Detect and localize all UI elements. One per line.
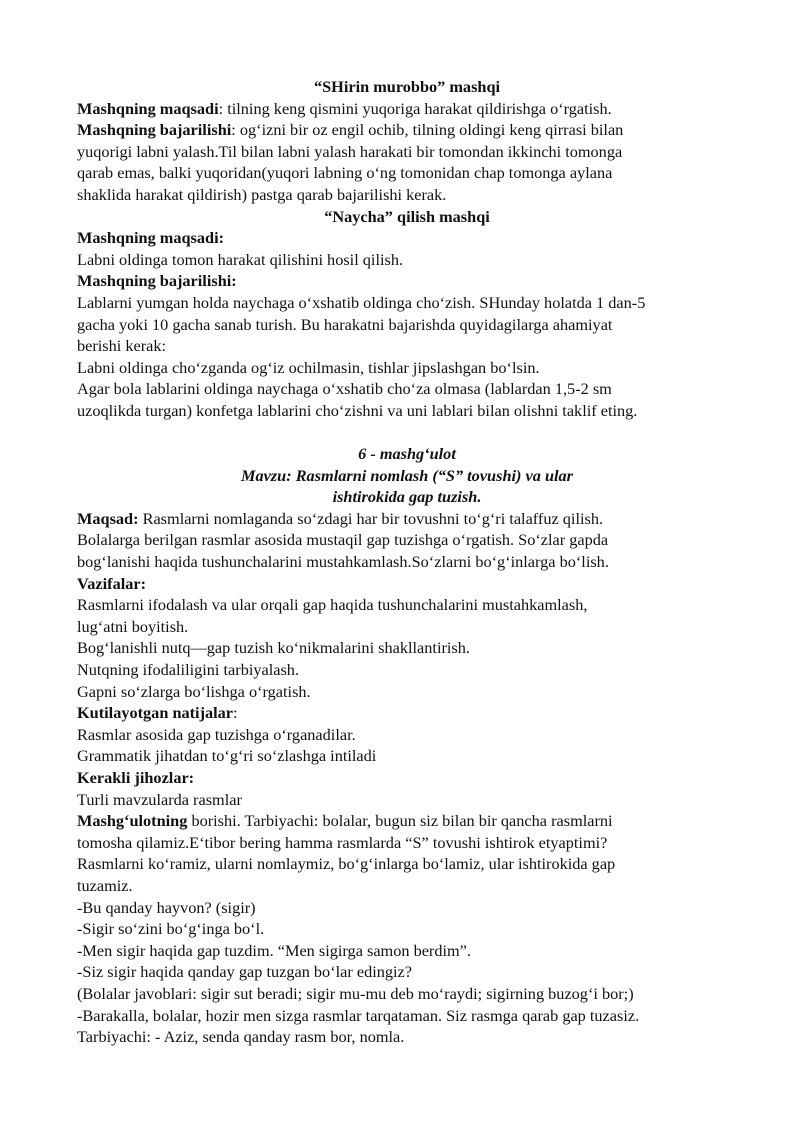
tasks-label: Vazifalar: [77,573,147,593]
lesson-topic-line: ishtirokida gap tuzish. [332,487,482,507]
text-line: Gapni so‘zlarga bo‘lishga o‘rgatish. [77,681,311,701]
results-heading [77,702,737,724]
course-text: borishi. Tarbiyachi: bolalar, bugun siz bilan bir qancha rasmlarni [187,811,613,831]
text-line: Grammatik jihatdan to‘g‘ri so‘zlashga intiladi [77,746,377,766]
text-line: Labni oldinga cho‘zganda og‘iz ochilmasin, tishlar jipslashgan bo‘lsin. [77,357,540,377]
dialogue-line: -Men sigir haqida gap tuzdim. “Men sigirga samon berdim”. [77,940,471,960]
dialogue-line: Tarbiyachi: - Aziz, senda qanday rasm bor, nomla. [77,1027,405,1047]
goal-text: Labni oldinga tomon harakat qilishini hosil qilish. [77,249,404,269]
text-line: uzoqlikda turgan) konfetga lablarini cho‘zishni va uni lablari bilan olishni taklif eting. [77,400,638,420]
exercise-title-naycha: “Naycha” qilish mashqi [324,206,490,226]
text-line: Bog‘lanishli nutq—gap tuzish ko‘nikmalarini shakllantirish. [77,638,470,658]
dialogue-line: -Barakalla, bolalar, hozir men sizga rasmlar tarqataman. Siz rasmga qarab gap tuzasiz. [77,1005,640,1025]
text-line: Rasmlarni ko‘ramiz, ularni nomlaymiz, bo‘g‘inlarga bo‘lamiz, ular ishtirokida gap [77,854,616,874]
dialogue-line: (Bolalar javoblari: sigir sut beradi; sigir mu-mu deb mo‘raydi; sigirning buzog‘i bor;) [77,983,634,1003]
course-paragraph [77,810,737,832]
text-line: shaklida harakat qildirish) pastga qarab bajarilishi kerak. [77,184,447,204]
text-line: Rasmlar asosida gap tuzishga o‘rganadilar. [77,724,356,744]
lesson-goal-paragraph [77,508,737,530]
text-line: gacha yoki 10 gacha sanab turish. Bu harakatni bajarishda quyidagilarga ahamiyat [77,314,613,334]
document-page [77,76,737,1048]
lesson-goal-text: Rasmlarni nomlaganda so‘zdagi har bir tovushni to‘g‘ri talaffuz qilish. [138,508,604,528]
text-line: Lablarni yumgan holda naychaga o‘xshatib oldinga cho‘zish. SHunday holatda 1 dan-5 [77,292,646,312]
dialogue-line: -Bu qanday hayvon? (sigir) [77,897,256,917]
text-line: Bolalarga berilgan rasmlar asosida mustaqil gap tuzishga o‘rgatish. So‘zlar gapda [77,530,609,550]
text-line: bog‘lanishi haqida tushunchalarini mustahkamlash.So‘zlarni bo‘g‘inlarga bo‘lish. [77,552,609,572]
goal-label: Mashqning maqsadi [77,98,219,118]
text-line: tomosha qilamiz.E‘tibor bering hamma rasmlarda “S” tovushi ishtirok etyaptimi? [77,832,608,852]
lesson-number: 6 - mashg‘ulot [358,444,456,464]
lesson-goal-label: Maqsad: [77,508,139,528]
equipment-label: Kerakli jihozlar: [77,768,195,787]
dialogue-line: -Sigir so‘zini bo‘g‘inga bo‘l. [77,919,265,939]
text-line: Nutqning ifodaliligini tarbiyalash. [77,660,300,680]
text-line: berishi kerak: [77,336,167,356]
text-line: Turli mavzularda rasmlar [77,789,242,809]
text-line: qarab emas, balki yuqoridan(yuqori labning o‘ng tomonidan chap tomonga aylana [77,163,613,183]
execution-paragraph [77,119,737,141]
execution-text: : og‘izni bir oz engil ochib, tilning oldingi keng qirrasi bilan [231,120,624,140]
text-line: Rasmlarni ifodalash va ular orqali gap haqida tushunchalarini mustahkamlash, [77,595,588,615]
lesson-topic-line: Mavzu: Rasmlarni nomlash (“S” tovushi) va ular [240,465,574,485]
text-line: tuzamiz. [77,875,133,895]
execution-label: Mashqning bajarilishi: [77,271,237,291]
course-label: Mashg‘ulotning [77,811,188,831]
goal-label: Mashqning maqsadi: [77,228,225,248]
execution-label: Mashqning bajarilishi [77,120,232,140]
goal-paragraph [77,98,737,120]
dialogue-line: -Siz sigir haqida qanday gap tuzgan bo‘lar edingiz? [77,962,413,982]
text-line: Agar bola lablarini oldinga naychaga o‘xshatib cho‘za olmasa (lablardan 1,5-2 sm [77,379,612,399]
results-colon: : [233,703,238,723]
results-label: Kutilayotgan natijalar [77,703,234,723]
text-line: yuqorigi labni yalash.Til bilan labni yalash harakati bir tomondan ikkinchi tomonga [77,141,623,161]
text-line: lug‘atni boyitish. [77,616,189,636]
goal-text: : tilning keng qismini yuqoriga harakat qildirishga o‘rgatish. [218,98,612,118]
blank-line [77,422,737,444]
exercise-title-shirin-murobbo: “SHirin murobbo” mashqi [313,77,501,96]
